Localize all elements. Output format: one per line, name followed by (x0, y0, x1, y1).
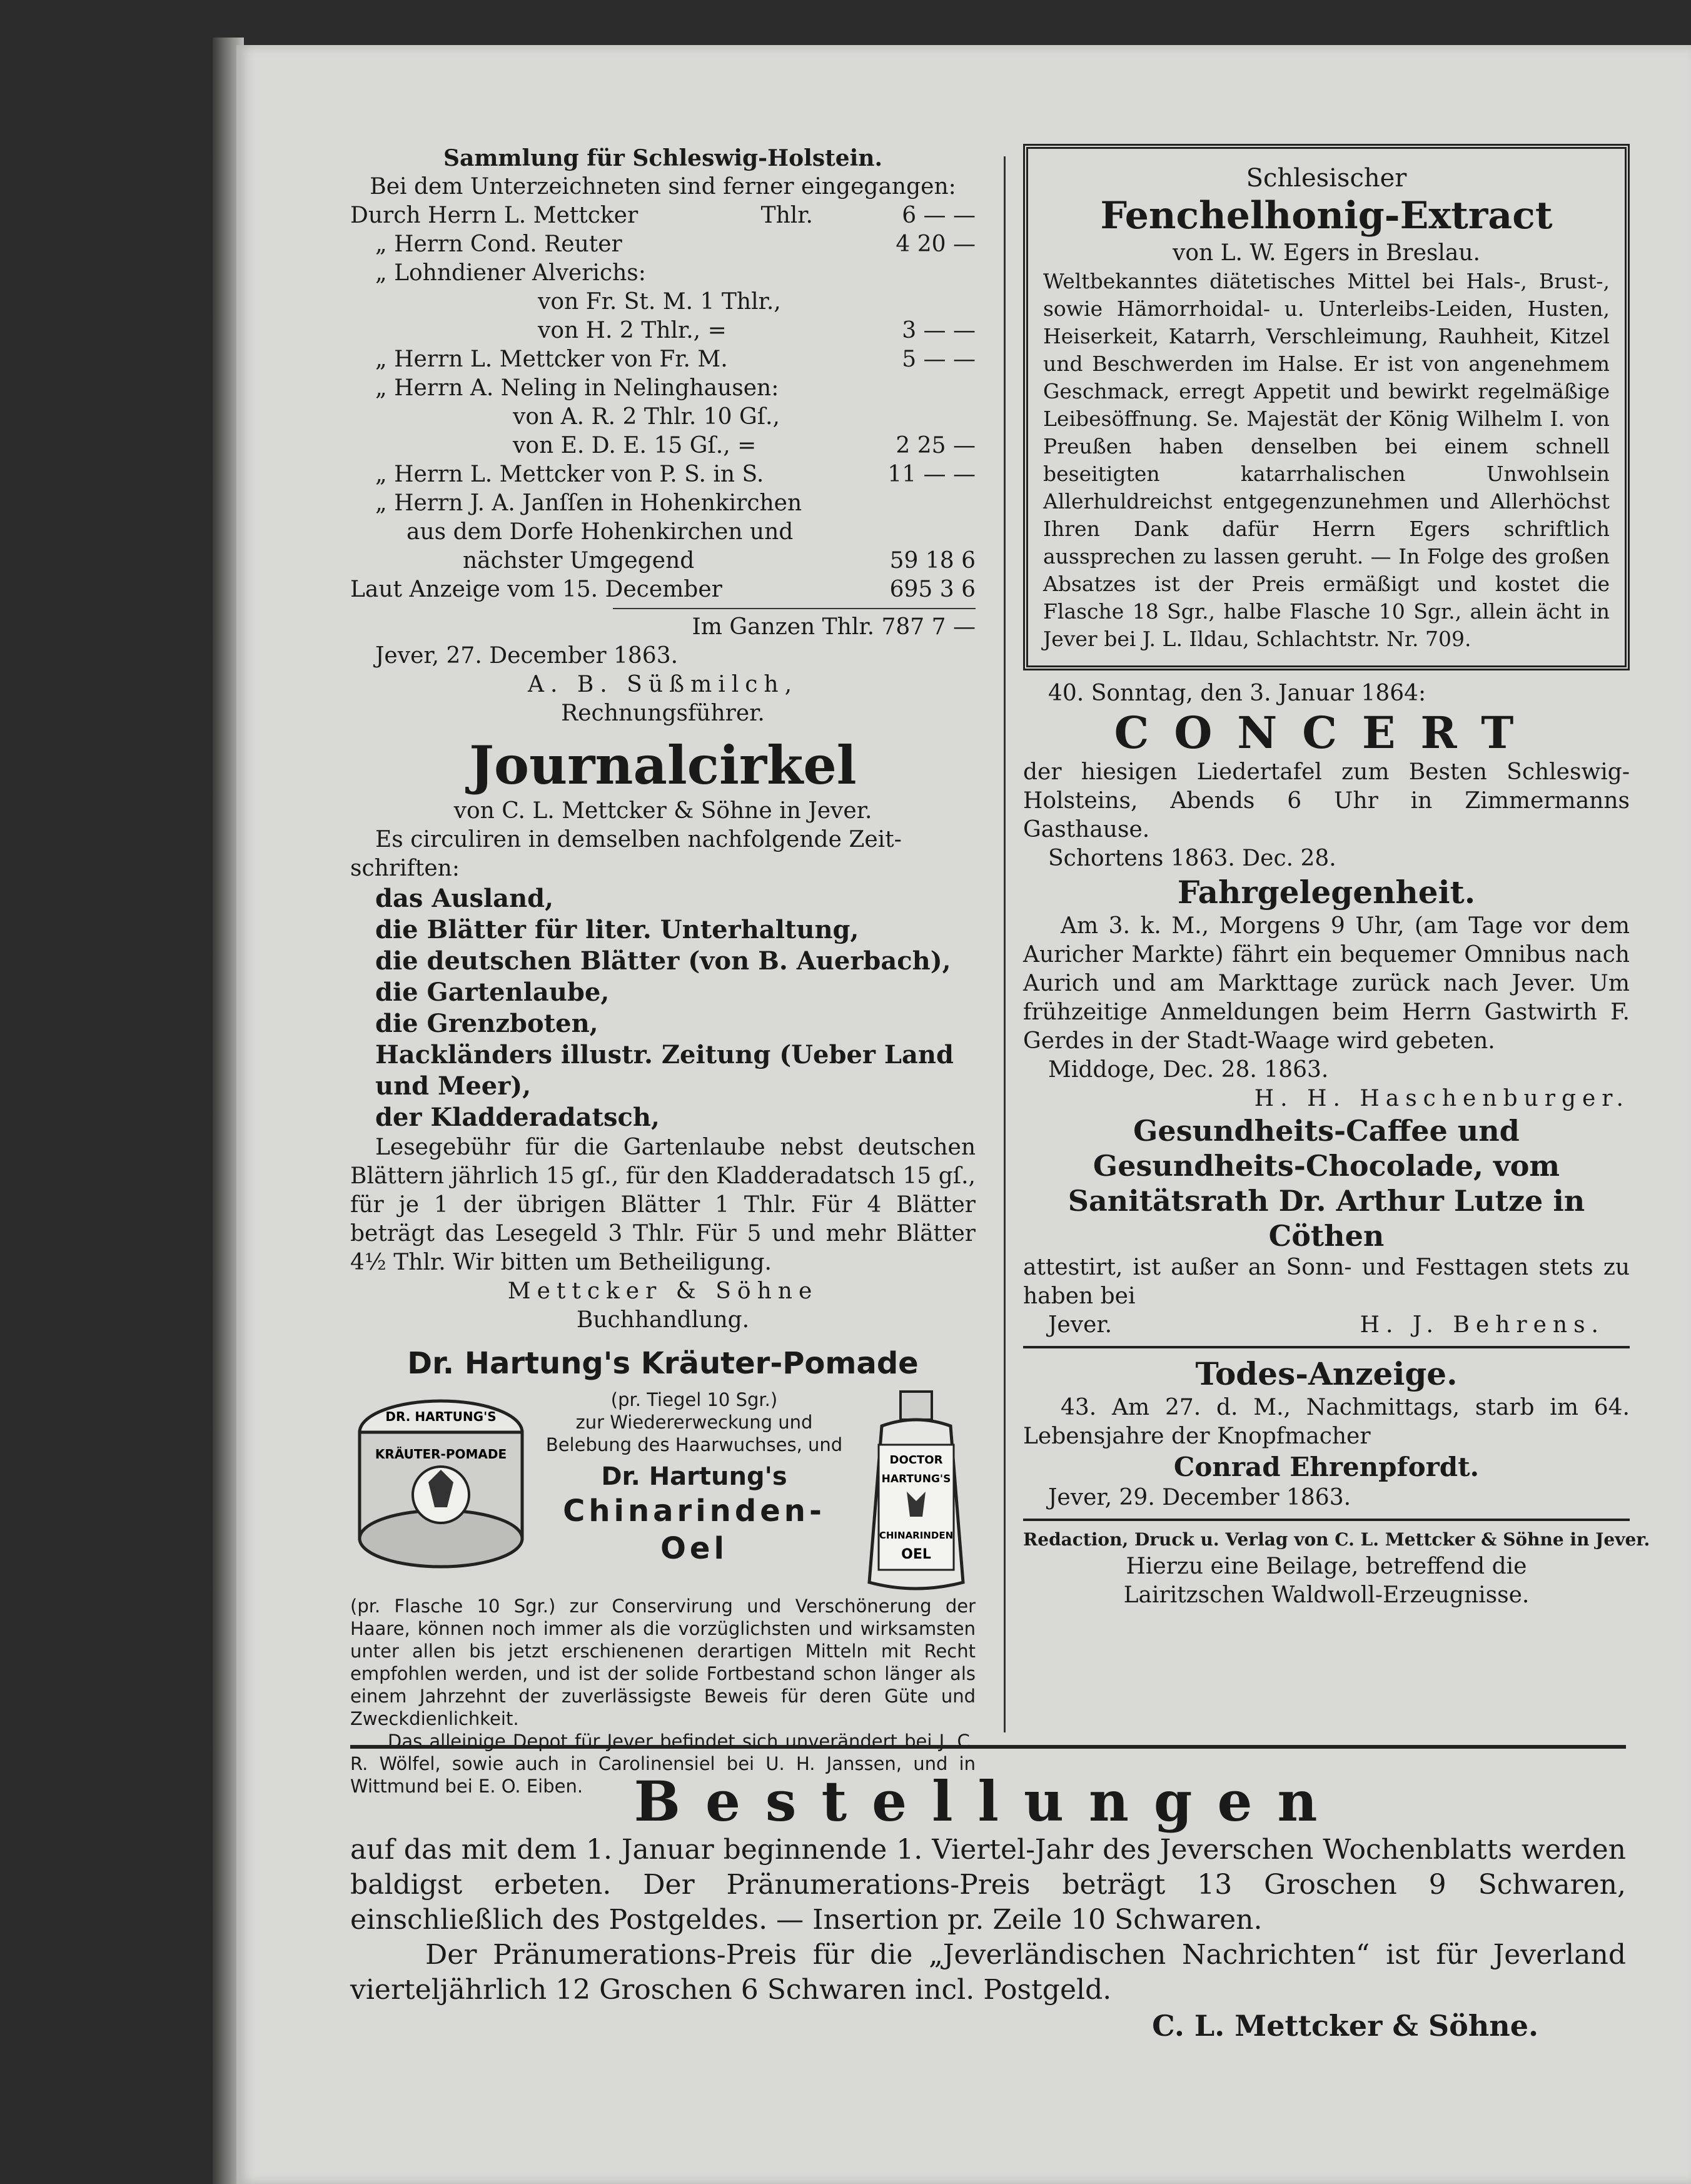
sammlung-row-amount (832, 489, 976, 518)
sammlung-row (350, 518, 976, 547)
sammlung-row (350, 259, 976, 288)
sammlung-row-unit (813, 316, 832, 345)
sammlung-row-unit (813, 489, 832, 518)
journal-list (350, 883, 976, 1133)
sammlung-total: Im Ganzen Thlr. 787 7 — (692, 614, 976, 640)
sammlung-row-unit (813, 575, 832, 604)
bottom-rule (350, 1745, 1626, 1749)
jar-label-mid: KRÄUTER-POMADE (375, 1447, 507, 1462)
sammlung-row (350, 575, 976, 604)
pomade-desc-2: (pr. Flasche 10 Sgr.) zur Conservirung und Verschönerung der Haare, können noch immer als die vorzüglichsten und wirksamsten unter allen bis jetzt erschienenen derartigen Mitteln mit Recht empfohlen werden, und ist der solide Fortbestand schon länger als einem Jahrzehnt der zuverlässigste Beweis für deren Güte und Zweckdienlichkeit. (350, 1595, 976, 1729)
sammlung-row (350, 460, 976, 489)
sammlung-row (350, 489, 976, 518)
gesund-sig: H. J. Behrens. (1360, 1312, 1605, 1338)
left-column (350, 144, 976, 1797)
fahr-title: Fahrgelegenheit. (1177, 874, 1476, 911)
rule-before-imprint (1023, 1519, 1630, 1521)
sammlung-intro: Bei dem Unterzeichneten sind ferner eingegangen: (370, 174, 956, 200)
sammlung-row-unit (813, 403, 832, 432)
pomade-price: (pr. Tiegel 10 Sgr.) (610, 1389, 778, 1410)
sammlung-row (350, 403, 976, 432)
sammlung-row-text: Durch Herrn L. Mettcker (350, 203, 639, 228)
sammlung-row-text: von E. D. E. 15 Gſ., = (513, 433, 757, 458)
bestellungen-sig: C. L. Mettcker & Söhne. (1152, 2009, 1538, 2043)
sum-rule (613, 608, 976, 609)
pomade-depot: Das alleinige Depot für Jever befindet sich unverändert bei J. C. R. Wölfel, sowie auch in Carolinensiel bei U. H. Janssen, und in Wittmund bei E. O. Eiben. (350, 1731, 976, 1797)
pomade-title: Dr. Hartung's Kräuter-Pomade (407, 1346, 919, 1381)
journal-item: die deutschen Blätter (von B. Auerbach), (375, 946, 951, 976)
fenchel-ad-frame (1023, 144, 1630, 670)
sammlung-row-amount (832, 518, 976, 547)
oel-name-2: Chinarinden-Oel (563, 1494, 825, 1566)
sammlung-row (350, 374, 976, 403)
todes-title: Todes-Anzeige. (1195, 1355, 1458, 1392)
pomade-desc-1: zur Wiedererweckung und Belebung des Haarwuchses, und (545, 1412, 843, 1455)
journal-sig-1: Mettcker & Söhne (507, 1278, 819, 1304)
journal-intro-1: Es circuliren in demselben nachfolgende Zeit- (375, 827, 902, 852)
sammlung-row-unit: Thlr. (760, 203, 813, 228)
sammlung-row-amount: 11 — — (887, 462, 976, 487)
sammlung-row-unit (813, 259, 832, 288)
sammlung-row-amount (832, 259, 976, 288)
sammlung-row-text: „ Lohndiener Alverichs: (375, 260, 646, 286)
bottom-notice (350, 1770, 1626, 2044)
sammlung-row-amount: 6 — — (902, 203, 976, 228)
sammlung-row-amount: 59 18 6 (889, 548, 976, 574)
journal-intro-2: schriften: (350, 856, 460, 881)
bestellungen-p2: Der Pränumerations-Preis für die „Jeverländischen Nachrichten“ ist für Jeverland vierteljährlich 12 Groschen 6 Schwaren incl. Postgeld. (350, 1939, 1626, 2006)
sammlung-row-text: „ Herrn A. Neling in Nelinghausen: (375, 375, 779, 401)
fenchel-title: Fenchelhonig-Extract (1100, 194, 1553, 238)
fenchel-line1: Schlesischer (1246, 164, 1407, 193)
sammlung-row-unit (813, 345, 832, 374)
sammlung-row (350, 201, 976, 230)
journal-sig-2: Buchhandlung. (576, 1307, 750, 1333)
sammlung-row-amount: 4 20 — (896, 231, 976, 257)
sammlung-row-unit (813, 432, 832, 460)
sammlung-row-text: von H. 2 Thlr., = (538, 318, 727, 343)
pomade-jar-illustration (350, 1388, 532, 1576)
concert-sig: Schortens 1863. Dec. 28. (1048, 846, 1336, 871)
sammlung-row-text: „ Herrn L. Mettcker von P. S. in S. (375, 462, 764, 487)
sammlung-row-unit (813, 230, 832, 259)
column-divider (1004, 156, 1006, 1732)
sammlung-signer-role: Rechnungsführer. (561, 700, 765, 726)
sammlung-row-text: „ Herrn Cond. Reuter (375, 231, 622, 257)
sammlung-row-unit (813, 547, 832, 575)
sammlung-row-amount (832, 288, 976, 316)
gesund-sig-row (1023, 1311, 1630, 1340)
pomade-middle (542, 1388, 847, 1595)
sammlung-row (350, 345, 976, 374)
sammlung-row-text: nächster Umgegend (463, 548, 695, 574)
journal-item: und Meer), (375, 1071, 532, 1101)
sammlung-row-text: aus dem Dorfe Hohenkirchen und (406, 519, 794, 545)
concert-body: der hiesigen Liedertafel zum Besten Schleswig-Holsteins, Abends 6 Uhr in Zimmermanns Gasthause. (1023, 759, 1630, 842)
sammlung-row-unit (813, 460, 832, 489)
sammlung-row-amount: 3 — — (902, 318, 976, 343)
right-column (1023, 144, 1650, 1610)
sammlung-row-text: „ Herrn J. A. Janſſen in Hohenkirchen (375, 490, 802, 516)
beilage: Hierzu eine Beilage, betreffend die Lairitzschen Waldwoll-Erzeugnisse. (1123, 1554, 1530, 1608)
gesund-title: Gesundheits-Caffee und Gesundheits-Chocolade, vom Sanitätsrath Dr. Arthur Lutze in Cöthen (1068, 1114, 1585, 1253)
todes-body: 43. Am 27. d. M., Nachmittags, starb im 64. Lebensjahre der Knopfmacher (1023, 1395, 1630, 1449)
fenchel-byline: von L. W. Egers in Breslau. (1173, 240, 1480, 266)
sammlung-row-unit (813, 374, 832, 403)
sammlung-row (350, 432, 976, 460)
sammlung-row-text: von Fr. St. M. 1 Thlr., (538, 289, 781, 315)
sammlung-row-amount: 2 25 — (896, 433, 976, 458)
pomade-ad (350, 1388, 976, 1595)
bottle-label-4: OEL (901, 1547, 931, 1562)
todes-name: Conrad Ehrenpfordt. (1173, 1452, 1480, 1482)
journal-item: Hackländers illustr. Zeitung (Ueber Land (375, 1040, 954, 1069)
oel-name-1: Dr. Hartung's (601, 1462, 787, 1491)
imprint: Redaction, Druck u. Verlag von C. L. Mettcker & Söhne in Jever. (1023, 1529, 1650, 1550)
oel-bottle-illustration (857, 1388, 976, 1595)
sammlung-row-amount: 5 — — (902, 346, 976, 372)
gesund-place: Jever. (1048, 1312, 1113, 1338)
concert-date: 40. Sonntag, den 3. Januar 1864: (1048, 680, 1426, 706)
concert-title: CONCERT (1114, 707, 1539, 759)
bestellungen-p1: auf das mit dem 1. Januar beginnende 1. Viertel-Jahr des Jeverschen Wochenblatts werden baldigst erbeten. Der Pränumerations-Preis beträgt 13 Groschen 9 Schwaren, einschließlich des Postgeldes. — Insertion pr. Zeile 10 Schwaren. (350, 1834, 1626, 1936)
sammlung-row (350, 316, 976, 345)
sammlung-row-amount (832, 403, 976, 432)
bottle-label-3: CHINARINDEN (879, 1530, 954, 1541)
sammlung-signer: A. B. Süßmilch, (527, 672, 799, 697)
journal-item: der Kladderadatsch, (375, 1103, 660, 1132)
sammlung-row-text: Laut Anzeige vom 15. December (350, 577, 722, 602)
sammlung-row-unit (813, 288, 832, 316)
rule-before-todes (1023, 1346, 1630, 1348)
sammlung-table (350, 201, 976, 604)
fahr-body: Am 3. k. M., Morgens 9 Uhr, (am Tage vor dem Auricher Markte) fährt ein bequemer Omnibus nach Aurich und am Markttage zurück nach Jever. Um frühzeitige Anmeldungen beim Herrn Gastwirth F. Gerdes in der Stadt-Waage wird gebeten. (1023, 913, 1630, 1054)
jar-label-top: DR. HARTUNG'S (385, 1409, 497, 1424)
fahr-place: Middoge, Dec. 28. 1863. (1048, 1057, 1329, 1083)
sammlung-place-date: Jever, 27. December 1863. (375, 643, 679, 669)
sammlung-row-text: „ Herrn L. Mettcker von Fr. M. (375, 346, 728, 372)
sammlung-row-amount (832, 374, 976, 403)
sammlung-title: Sammlung für Schleswig-Holstein. (443, 145, 882, 171)
sammlung-row-unit (813, 518, 832, 547)
sammlung-row (350, 288, 976, 316)
fahr-sig: H. H. Haschenburger. (1254, 1086, 1630, 1111)
journal-item: die Gartenlaube, (375, 978, 610, 1007)
sammlung-row (350, 547, 976, 575)
fenchel-body: Weltbekanntes diätetisches Mittel bei Hals-, Brust-, sowie Hämorrhoidal- u. Unterleibs-Leiden, Husten, Heiserkeit, Katarrh, Verschleimung, Rauhheit, Kitzel und Beschwerden im Halse. Er ist von angenehmem Geschmack, erregt Appetit und bewirkt regelmäßige Leibesöffnung. Se. Majestät der König Wilhelm I. von Preußen haben denselben bei einem schnell beseitigten katarrhalischen Unwohlsein Allerhuldreichst entgegenzunehmen und Allerhöchst Ihren Dank dafür Herrn Egers schriftlich aussprechen zu lassen geruht. — In Folge des großen Absatzes ist der Preis ermäßigt und kostet die Flasche 18 Sgr., halbe Flasche 10 Sgr., allein ächt in Jever bei J. L. Ildau, Schlachtstr. Nr. 709. (1043, 269, 1610, 651)
journal-item: das Ausland, (375, 884, 554, 913)
sammlung-row-text: von A. R. 2 Thlr. 10 Gſ., (513, 404, 780, 430)
bestellungen-title: Bestellungen (633, 1769, 1343, 1834)
journal-item: die Grenzboten, (375, 1009, 598, 1038)
journal-item: die Blätter für liter. Unterhaltung, (375, 915, 859, 944)
bottle-label-1: DOCTOR (889, 1453, 943, 1467)
sammlung-row (350, 230, 976, 259)
journal-byline: von C. L. Mettcker & Söhne in Jever. (453, 798, 872, 824)
todes-place: Jever, 29. December 1863. (1048, 1485, 1351, 1510)
bottle-label-2: HARTUNG'S (881, 1473, 951, 1485)
gesund-body: attestirt, ist außer an Sonn- und Festtagen stets zu haben bei (1023, 1255, 1630, 1309)
sammlung-row-amount: 695 3 6 (889, 577, 976, 602)
journal-title: Journalcirkel (469, 734, 857, 796)
journal-fees: Lesegebühr für die Gartenlaube nebst deutschen Blättern jährlich 15 gſ., für den Kladderadatsch 15 gſ., für je 1 der übrigen Blätter 1 Thlr. Für 4 Blätter beträgt das Lesegeld 3 Thlr. Für 5 und mehr Blätter 4½ Thlr. Wir bitten um Betheiligung. (350, 1135, 976, 1275)
